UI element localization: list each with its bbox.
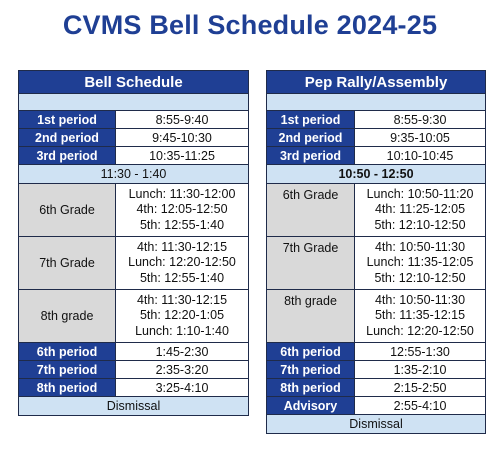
grade-time-line: 4th: 11:30-12:15 (136, 292, 228, 307)
table-row (267, 129, 486, 147)
period-time: 1:35-2:10 (355, 361, 486, 379)
dismissal-row: Dismissal (267, 415, 486, 434)
period-label: 1st period (19, 111, 116, 129)
table-row (267, 290, 486, 343)
period-time: 1:45-2:30 (116, 343, 249, 361)
period-label: 6th period (267, 343, 355, 361)
grade-times (355, 290, 486, 343)
pep-rally-header: Pep Rally/Assembly (267, 71, 486, 94)
period-time: 10:10-10:45 (355, 147, 486, 165)
table-row (19, 361, 249, 379)
bell-schedule-header: Bell Schedule (19, 71, 249, 94)
period-time: 3:25-4:10 (116, 379, 249, 397)
period-label: 7th period (19, 361, 116, 379)
lunch-window: 10:50 - 12:50 (267, 165, 486, 184)
period-label: 7th period (267, 361, 355, 379)
grade-times (116, 237, 249, 290)
grade-label: 7th Grade (19, 237, 116, 290)
header-spacer (267, 94, 486, 111)
period-time: 10:35-11:25 (116, 147, 249, 165)
period-label: 6th period (19, 343, 116, 361)
grade-times (355, 237, 486, 290)
grade-time-line: 5th: 12:10-12:50 (374, 270, 466, 285)
grade-time-line: Lunch: 11:30-12:00 (128, 186, 236, 201)
grade-time-line: Lunch: 12:20-12:50 (128, 255, 236, 270)
grade-time-line: 4th: 11:25-12:05 (374, 202, 466, 217)
table-row (267, 379, 486, 397)
grade-time-line: 4th: 10:50-11:30 (374, 292, 466, 307)
grade-time-line: 5th: 12:20-1:05 (139, 308, 225, 323)
grade-label: 6th Grade (19, 184, 116, 237)
grade-time-line: 4th: 11:30-12:15 (136, 239, 228, 254)
table-row (19, 379, 249, 397)
table-row (19, 343, 249, 361)
header-spacer (19, 94, 249, 111)
period-time: 2:55-4:10 (355, 397, 486, 415)
table-row (19, 237, 249, 290)
grade-time-line: Lunch: 11:35-12:05 (366, 255, 474, 270)
period-label: 8th period (267, 379, 355, 397)
period-label: 2nd period (267, 129, 355, 147)
grade-times (116, 290, 249, 343)
bell-schedule-table (18, 70, 249, 416)
grade-time-line: 5th: 11:35-12:15 (374, 308, 466, 323)
table-row (267, 237, 486, 290)
grade-label: 8th grade (267, 290, 355, 343)
period-time: 2:15-2:50 (355, 379, 486, 397)
period-label: 1st period (267, 111, 355, 129)
grade-label: 6th Grade (267, 184, 355, 237)
grade-times (116, 184, 249, 237)
period-label: 3rd period (267, 147, 355, 165)
period-label: Advisory (267, 397, 355, 415)
grade-times (355, 184, 486, 237)
period-time: 8:55-9:30 (355, 111, 486, 129)
table-row (19, 147, 249, 165)
grade-label: 8th grade (19, 290, 116, 343)
period-time: 9:35-10:05 (355, 129, 486, 147)
table-row (267, 361, 486, 379)
grade-time-line: 5th: 12:55-1:40 (139, 270, 225, 285)
table-row (267, 184, 486, 237)
grade-time-line: 5th: 12:55-1:40 (139, 217, 225, 232)
page-title: CVMS Bell Schedule 2024-25 (62, 10, 438, 40)
dismissal-row: Dismissal (19, 397, 249, 416)
period-time: 9:45-10:30 (116, 129, 249, 147)
grade-time-line: 5th: 12:10-12:50 (374, 217, 466, 232)
table-row (267, 343, 486, 361)
period-time: 8:55-9:40 (116, 111, 249, 129)
period-label: 8th period (19, 379, 116, 397)
period-label: 2nd period (19, 129, 116, 147)
grade-time-line: Lunch: 10:50-11:20 (366, 186, 474, 201)
period-label: 3rd period (19, 147, 116, 165)
table-row (19, 184, 249, 237)
table-row (19, 290, 249, 343)
grade-label: 7th Grade (267, 237, 355, 290)
pep-rally-table (266, 70, 486, 434)
period-time: 2:35-3:20 (116, 361, 249, 379)
table-row (267, 397, 486, 415)
grade-time-line: Lunch: 1:10-1:40 (135, 323, 229, 338)
grade-time-line: Lunch: 12:20-12:50 (366, 323, 474, 338)
table-row (267, 147, 486, 165)
period-time: 12:55-1:30 (355, 343, 486, 361)
table-row (19, 111, 249, 129)
lunch-window: 11:30 - 1:40 (19, 165, 249, 184)
grade-time-line: 4th: 12:05-12:50 (136, 202, 228, 217)
table-row (267, 111, 486, 129)
grade-time-line: 4th: 10:50-11:30 (374, 239, 466, 254)
table-row (19, 129, 249, 147)
